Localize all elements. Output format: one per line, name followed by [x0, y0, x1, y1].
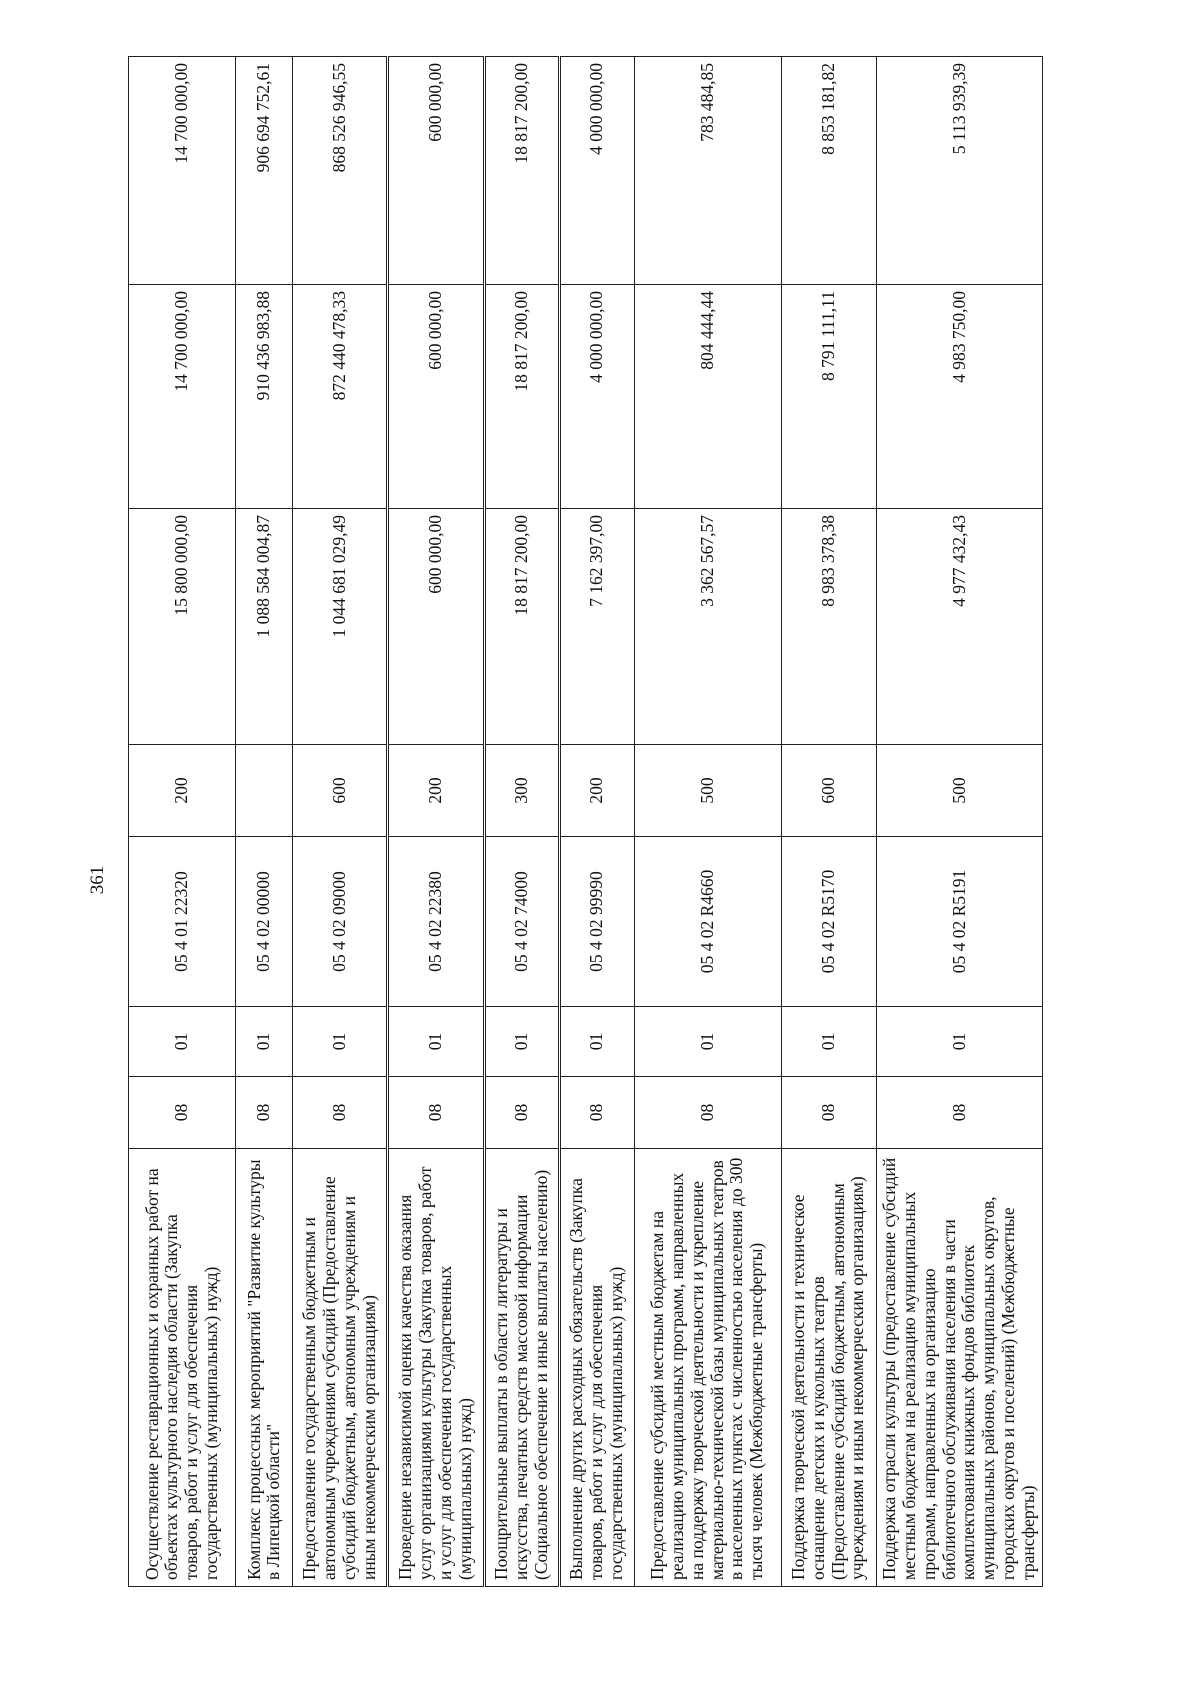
row-expense-type: 200: [388, 745, 484, 837]
row-expense-type: 200: [129, 745, 236, 837]
row-description: Поддержка творческой деятельности и техническое оснащение детских и кукольных театров (Предоставление субсидий бюджетным, автономным учреждениям и иным некоммерческим организациям): [781, 1149, 876, 1587]
row-amount-2: 804 444,44: [634, 285, 781, 509]
row-subsection: 01: [876, 1007, 1042, 1077]
row-amount-2: 14 700 000,00: [129, 285, 236, 509]
row-target-code: 05 4 02 R5170: [781, 837, 876, 1007]
row-section: 08: [388, 1077, 484, 1149]
row-amount-1: 4 977 432,43: [876, 509, 1042, 745]
row-subsection: 01: [293, 1007, 388, 1077]
row-subsection: 01: [129, 1007, 236, 1077]
row-section: 08: [129, 1077, 236, 1149]
row-expense-type: [236, 745, 293, 837]
row-amount-1: 3 362 567,57: [634, 509, 781, 745]
row-description: Предоставление государственным бюджетным и автономным учреждениям субсидий (Предоставление субсидий бюджетным, автономным учреждениям и иным некоммерческим организациям): [293, 1149, 388, 1587]
row-section: 08: [781, 1077, 876, 1149]
table-row: [634, 57, 781, 1587]
row-amount-3: 868 526 946,55: [293, 57, 388, 285]
table-row: [236, 57, 293, 1587]
row-amount-3: 14 700 000,00: [129, 57, 236, 285]
row-amount-2: 4 983 750,00: [876, 285, 1042, 509]
row-expense-type: 200: [559, 745, 634, 837]
row-target-code: 05 4 02 09000: [293, 837, 388, 1007]
row-description: Выполнение других расходных обязательств (Закупка товаров, работ и услуг для обеспечения государственных (муниципальных) нужд): [559, 1149, 634, 1587]
row-section: 08: [559, 1077, 634, 1149]
table-row: [293, 57, 388, 1587]
row-amount-3: 4 000 000,00: [559, 57, 634, 285]
row-section: 08: [293, 1077, 388, 1149]
row-description: Проведение независимой оценки качества оказания услуг организациями культуры (Закупка товаров, работ и услуг для обеспечения государственных (муниципальных) нужд): [388, 1149, 484, 1587]
row-description: Поощрительные выплаты в области литературы и искусства, печатных средств массовой информации (Социальное обеспечение и иные выплаты населению): [484, 1149, 559, 1587]
row-section: 08: [484, 1077, 559, 1149]
row-subsection: 01: [559, 1007, 634, 1077]
page-number: 361: [87, 865, 108, 895]
row-amount-2: 8 791 111,11: [781, 285, 876, 509]
table-row: [876, 57, 1042, 1587]
row-target-code: 05 4 01 22320: [129, 837, 236, 1007]
row-section: 08: [876, 1077, 1042, 1149]
row-subsection: 01: [484, 1007, 559, 1077]
row-amount-2: 600 000,00: [388, 285, 484, 509]
row-amount-3: 783 484,85: [634, 57, 781, 285]
row-amount-2: 18 817 200,00: [484, 285, 559, 509]
row-amount-1: 8 983 378,38: [781, 509, 876, 745]
row-amount-1: 600 000,00: [388, 509, 484, 745]
row-amount-1: 15 800 000,00: [129, 509, 236, 745]
row-amount-3: 5 113 939,39: [876, 57, 1042, 285]
row-amount-2: 910 436 983,88: [236, 285, 293, 509]
table-row: [388, 57, 484, 1587]
row-subsection: 01: [781, 1007, 876, 1077]
row-subsection: 01: [236, 1007, 293, 1077]
row-subsection: 01: [634, 1007, 781, 1077]
row-expense-type: 600: [781, 745, 876, 837]
row-target-code: 05 4 02 R4660: [634, 837, 781, 1007]
row-amount-2: 4 000 000,00: [559, 285, 634, 509]
row-target-code: 05 4 02 00000: [236, 837, 293, 1007]
row-expense-type: 300: [484, 745, 559, 837]
table-row: [781, 57, 876, 1587]
row-section: 08: [634, 1077, 781, 1149]
row-amount-2: 872 440 478,33: [293, 285, 388, 509]
row-target-code: 05 4 02 99990: [559, 837, 634, 1007]
row-amount-1: 1 044 681 029,49: [293, 509, 388, 745]
table-row: [484, 57, 559, 1587]
row-amount-3: 600 000,00: [388, 57, 484, 285]
row-expense-type: 500: [634, 745, 781, 837]
row-target-code: 05 4 02 74000: [484, 837, 559, 1007]
row-amount-3: 18 817 200,00: [484, 57, 559, 285]
row-target-code: 05 4 02 R5191: [876, 837, 1042, 1007]
table-body: [129, 57, 1043, 1587]
table-row: [129, 57, 236, 1587]
row-section: 08: [236, 1077, 293, 1149]
row-amount-3: 8 853 181,82: [781, 57, 876, 285]
row-expense-type: 500: [876, 745, 1042, 837]
row-description: Осуществление реставрационных и охранных работ на объектах культурного наследия области (Закупка товаров, работ и услуг для обеспечения государственных (муниципальных) нужд): [129, 1149, 236, 1587]
row-target-code: 05 4 02 22380: [388, 837, 484, 1007]
row-amount-1: 1 088 584 004,87: [236, 509, 293, 745]
budget-table: [128, 56, 1043, 1587]
rotated-table-container: [128, 57, 1043, 1587]
row-amount-1: 7 162 397,00: [559, 509, 634, 745]
row-subsection: 01: [388, 1007, 484, 1077]
row-description: Предоставление субсидий местным бюджетам на реализацию муниципальных программ, направленных на поддержку творческой деятельности и укрепление материально-технической базы муниципальных театров в населенных пунктах с численностью населения до 300 тысяч человек (Межбюджетные трансферты): [634, 1149, 781, 1587]
row-amount-1: 18 817 200,00: [484, 509, 559, 745]
table-row: [559, 57, 634, 1587]
row-expense-type: 600: [293, 745, 388, 837]
row-description: Комплекс процессных мероприятий "Развитие культуры в Липецкой области": [236, 1149, 293, 1587]
row-amount-3: 906 694 752,61: [236, 57, 293, 285]
row-description: Поддержка отрасли культуры (предоставление субсидий местным бюджетам на реализацию муниципальных программ, направленных на организацию библиотечного обслуживания населения в части комплектования книжных фондов библиотек муниципальных районов, муниципальных округов, городских округов и поселений) (Межбюджетные трансферты): [876, 1149, 1042, 1587]
